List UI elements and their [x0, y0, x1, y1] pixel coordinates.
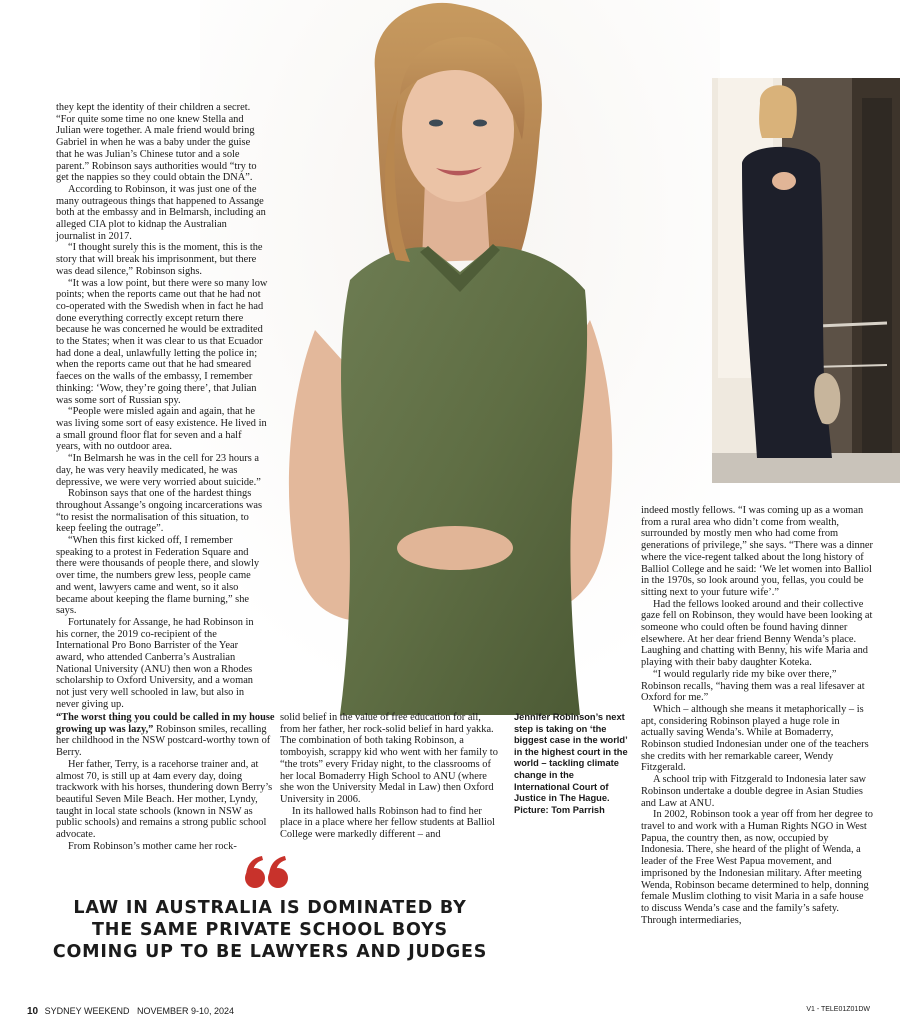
paragraph: “In Belmarsh he was in the cell for 23 hours a day, he was very heavily medicated, he was depressive, we were very worried about suicide.”	[56, 453, 261, 488]
paragraph: Fortunately for Assange, he had Robinson in his corner, the 2019 co-recipient of the International Pro Bono Barrister of the Year award, who attended Canberra’s Australian National University (ANU) then won a Rhodes scholarship to Oxford University, and a woman not just very well schooled in law, but also in never giving up.	[56, 616, 254, 710]
lead-paragraph	[56, 712, 278, 759]
quote-mark-icon	[244, 855, 290, 889]
paragraph: Robinson says that one of the hardest things throughout Assange’s ongoing incarcerations was “to resist the normalisation of this situation, to keep feeling the outrage”.	[56, 488, 263, 535]
paragraph: “I thought surely this is the moment, this is the story that will break his imprisonment, but there was dead silence,” Robinson sighs.	[56, 242, 263, 277]
paragraph: “I would regularly ride my bike over there,” Robinson recalls, “having them was a real lifesaver at Oxford for me.”	[641, 668, 865, 704]
paragraph: In its hallowed halls Robinson had to find her place in a place where her fellow students at Balliol College were markedly different – and	[280, 805, 495, 841]
footer-left	[27, 1006, 234, 1017]
paragraph: “When this first kicked off, I remember speaking to a protest in Federation Square and there were thousands of people there, and slowly over time, the numbers grew less, people came and went, lawyers came and went, so it also became about keeping the flame burning,” she says.	[56, 535, 260, 617]
article-column-1	[56, 102, 268, 711]
paragraph: “It was a low point, but there were so many low points; when the reports came out that he had not co-operated with the Swedish when in fact he had done everything correctly except return there because he was concerned he would be extradited to the States; when it was clear to us that Ecuador had done a deal, unlawfully letting the police in; when the reports came out that he had smeared faeces on the walls of the embassy, I remember thinking: ‘Wow, they’re going there’, that Julian was some sort of Russian spy.	[56, 277, 268, 406]
article-column-2	[280, 712, 502, 841]
pull-quote: LAW IN AUSTRALIA IS DOMINATED BY THE SAME PRIVATE SCHOOL BOYS COMING UP TO BE LAWYERS AND JUDGES	[52, 898, 488, 962]
article-column-4	[641, 505, 873, 926]
paragraph: According to Robinson, it was just one of the many outrageous things that happened to Assange both at the embassy and in Belmarsh, including an alleged CIA plot to kidnap the Australian journalist in 2017.	[56, 183, 266, 242]
page-footer	[27, 1006, 870, 1020]
paragraph: Her father, Terry, is a racehorse trainer and, at almost 70, is still up at 4am every day, doing trackwork with his horses, thundering down Berry’s beautiful Seven Mile Beach. Her mother, Lyndy, taught in local state schools (known in NSW as public schools) and remains a strong public school advocate.	[56, 758, 273, 841]
side-photo-illustration	[712, 78, 900, 483]
paragraph: they kept the identity of their children a secret. “For quite some time no one knew Stella and Julian were together. A male friend would bring Gabriel in when he was a baby under the guise that he was Julian’s Chinese tutor and a sole parent.” Robinson says authorities would “try to get the nappies so they could obtain the DNA”.	[56, 102, 257, 184]
publication-name: SYDNEY WEEKEND	[44, 1006, 130, 1016]
issue-date: NOVEMBER 9-10, 2024	[137, 1006, 235, 1016]
paragraph: In 2002, Robinson took a year off from her degree to travel to and work with a Human Rights NGO in West Papua, the country then, as now, occupied by Indonesia. There, she heard of the plight of Wenda, a leader of the Free West Papua movement, and imprisoned by the Indonesian military. After meeting Wenda, Robinson became determined to help, donning female Muslim clothing to visit Maria in a safe house to discuss Wenda’s case and the family’s safety. Through intermediaries,	[641, 809, 873, 926]
page-number: 10	[27, 1006, 39, 1017]
lead-in: “The worst thing you could be called in my house growing up was lazy,”	[56, 712, 275, 735]
side-photo	[712, 78, 900, 483]
paragraph: indeed mostly fellows. “I was coming up as a woman from a rural area who didn’t come from wealth, surrounded by mostly men who had come from generations of privilege,” she says. “There was a dinner where the vice-regent talked about the long history of Balliol College and he said: ‘We let women into Balliol in the 1970s, so look around you, fellas, you could be sitting next to your future wife’.”	[641, 505, 873, 598]
paragraph: solid belief in the value of free education for all, from her father, her rock-solid belief in hard yakka. The combination of both taking Robinson, a tomboyish, scrappy kid who went with her family to “the trots” every Friday night, to the classrooms of her local Bomaderry High School to ANU (where she won the University Medal in Law) then Oxford University in 2006.	[280, 712, 498, 805]
edition-code: V1 - TELE01Z01DW	[806, 1006, 870, 1013]
lead-text: Robinson smiles, recalling her childhood in the NSW postcard-worthy town of Berry.	[56, 723, 271, 759]
photo-caption: Jennifer Robinson’s next step is taking on ‘the biggest case in the world’ in the highest court in the world – tackling climate change in the International Court of Justice in The Hague. Picture: Tom Parrish	[514, 712, 628, 815]
paragraph: “People were misled again and again, that he was living some sort of easy existence. He lived in a small ground floor flat for seven and a half years, with no outdoor area.	[56, 406, 267, 453]
paragraph: A school trip with Fitzgerald to Indonesia later saw Robinson undertake a double degree in Asian Studies and Law at ANU.	[641, 774, 866, 809]
paragraph: Had the fellows looked around and their collective gaze fell on Robinson, they would have been looking at someone who could often be found having dinner elsewhere. At her dear friend Benny Wenda’s place. Laughing and chatting with Benny, his wife Maria and playing with their baby daughter Koteka.	[641, 598, 873, 669]
paragraph: Which – although she means it metaphorically – is apt, considering Robinson played a huge role in actually saving Wenda’s. While at Bomaderry, Robinson studied Indonesian under one of the teachers she credits with her remarkable career, Wendy Fitzgerald.	[641, 703, 869, 774]
paragraph: From Robinson’s mother came her rock-	[68, 840, 237, 852]
article-column-1-lower	[56, 712, 278, 852]
